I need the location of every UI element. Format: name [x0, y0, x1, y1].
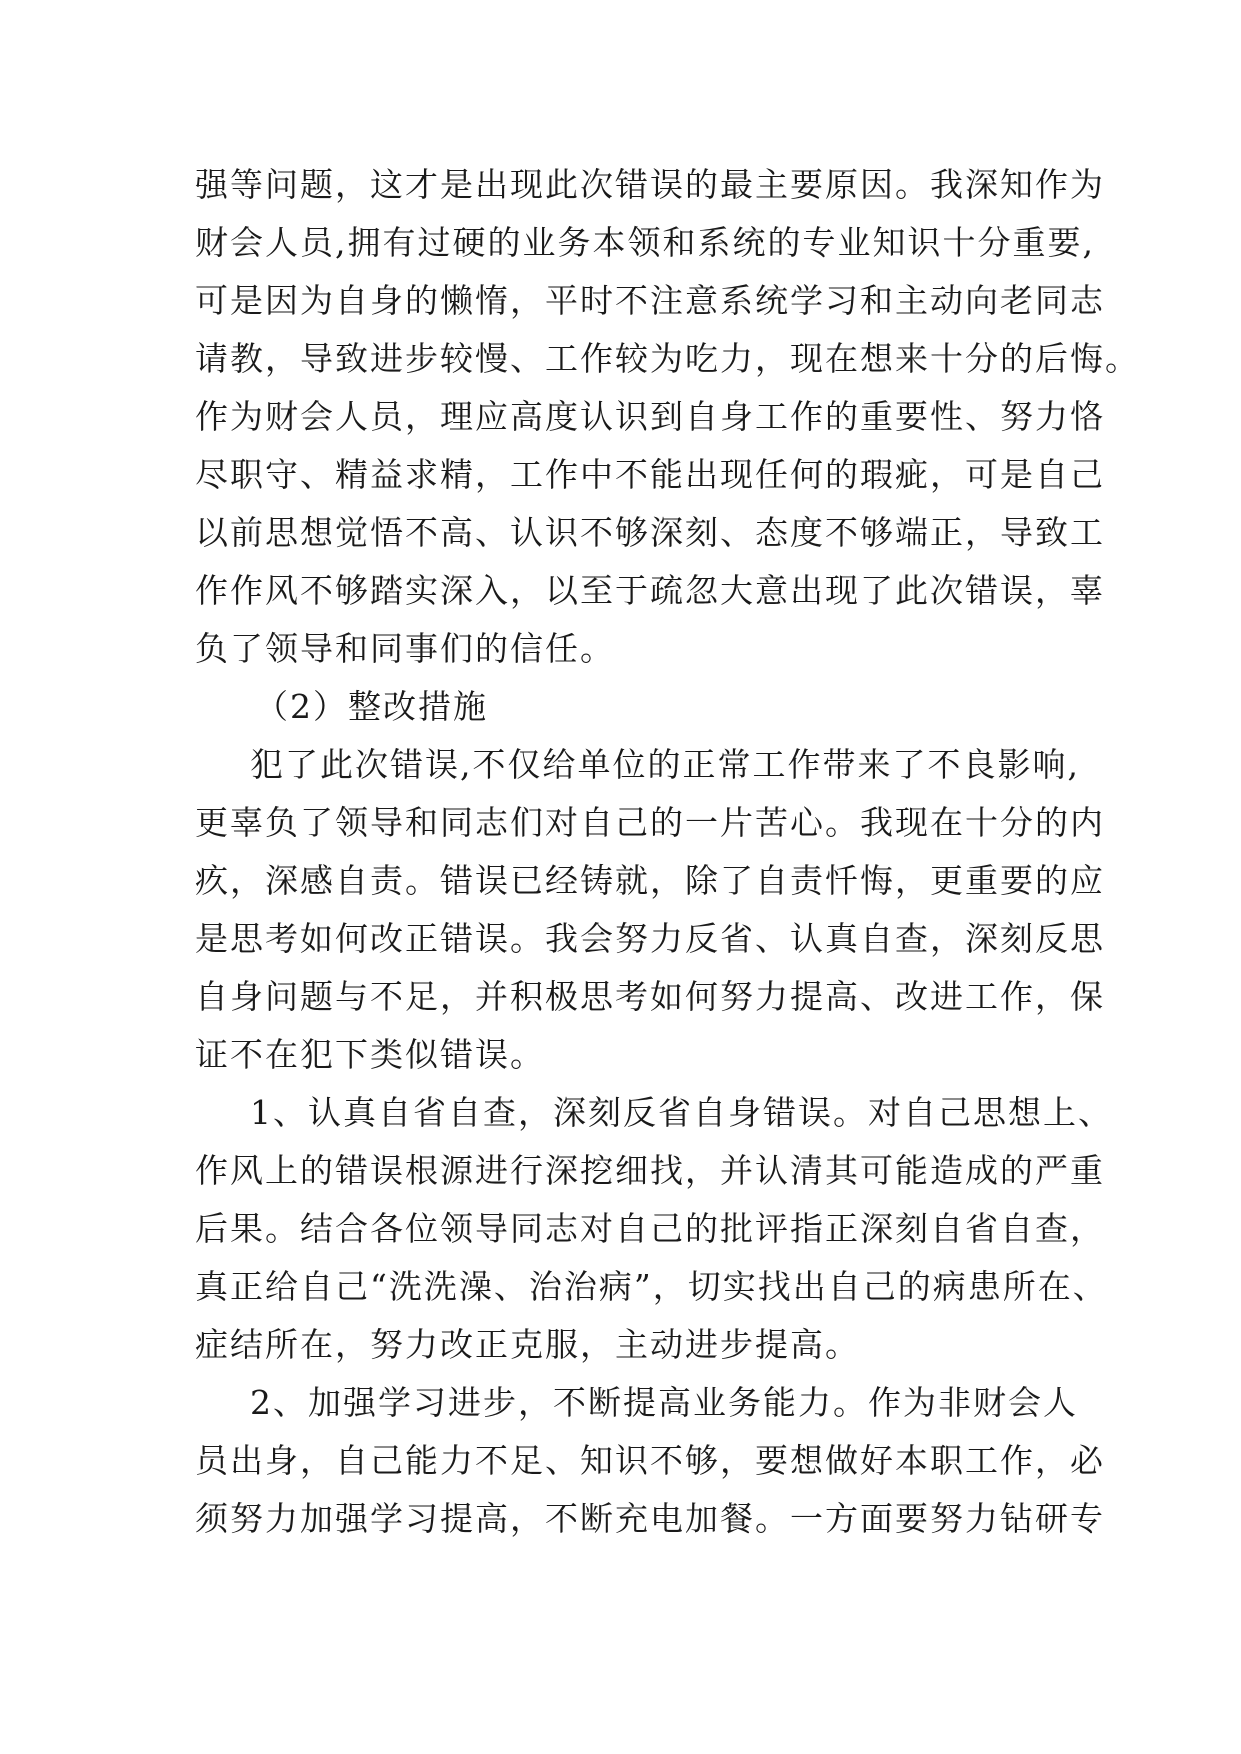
text-line: 是思考如何改正错误。我会努力反省、认真自查，深刻反思 — [195, 919, 1105, 958]
text-line: 强等问题，这才是出现此次错误的最主要原因。我深知作为 — [195, 165, 1105, 204]
text-line: 疚，深感自责。错误已经铸就，除了自责忏悔，更重要的应 — [195, 861, 1105, 900]
text-line: 尽职守、精益求精，工作中不能出现任何的瑕疵，可是自己 — [195, 455, 1105, 494]
paragraph-start-line: 2、加强学习进步，不断提高业务能力。作为非财会人 — [250, 1383, 1078, 1422]
text-line: 症结所在，努力改正克服，主动进步提高。 — [195, 1325, 860, 1364]
text-line: 证不在犯下类似错误。 — [195, 1035, 545, 1074]
text-line: 财会人员,拥有过硬的业务本领和系统的专业知识十分重要, — [195, 223, 1095, 262]
text-line: 须努力加强学习提高，不断充电加餐。一方面要努力钻研专 — [195, 1499, 1105, 1538]
section-heading: （2）整改措施 — [255, 687, 488, 726]
paragraph-start-line: 犯了此次错误,不仅给单位的正常工作带来了不良影响, — [250, 745, 1080, 784]
text-line: 可是因为自身的懒惰，平时不注意系统学习和主动向老同志 — [195, 281, 1105, 320]
text-line: 员出身，自己能力不足、知识不够，要想做好本职工作，必 — [195, 1441, 1105, 1480]
text-line: 真正给自己“洗洗澡、治治病”，切实找出自己的病患所在、 — [195, 1267, 1108, 1306]
text-line: 作为财会人员，理应高度认识到自身工作的重要性、努力恪 — [195, 397, 1105, 436]
text-line: 后果。结合各位领导同志对自己的批评指正深刻自省自查， — [195, 1209, 1105, 1248]
text-line: 负了领导和同事们的信任。 — [195, 629, 615, 668]
text-line: 以前思想觉悟不高、认识不够深刻、态度不够端正，导致工 — [195, 513, 1105, 552]
text-line: 作风上的错误根源进行深挖细找，并认清其可能造成的严重 — [195, 1151, 1105, 1190]
text-line: 更辜负了领导和同志们对自己的一片苦心。我现在十分的内 — [195, 803, 1105, 842]
text-line: 作作风不够踏实深入，以至于疏忽大意出现了此次错误，辜 — [195, 571, 1105, 610]
text-line: 请教，导致进步较慢、工作较为吃力，现在想来十分的后悔。 — [195, 339, 1140, 378]
text-line: 自身问题与不足，并积极思考如何努力提高、改进工作，保 — [195, 977, 1105, 1016]
paragraph-start-line: 1、认真自省自查，深刻反省自身错误。对自己思想上、 — [250, 1093, 1113, 1132]
